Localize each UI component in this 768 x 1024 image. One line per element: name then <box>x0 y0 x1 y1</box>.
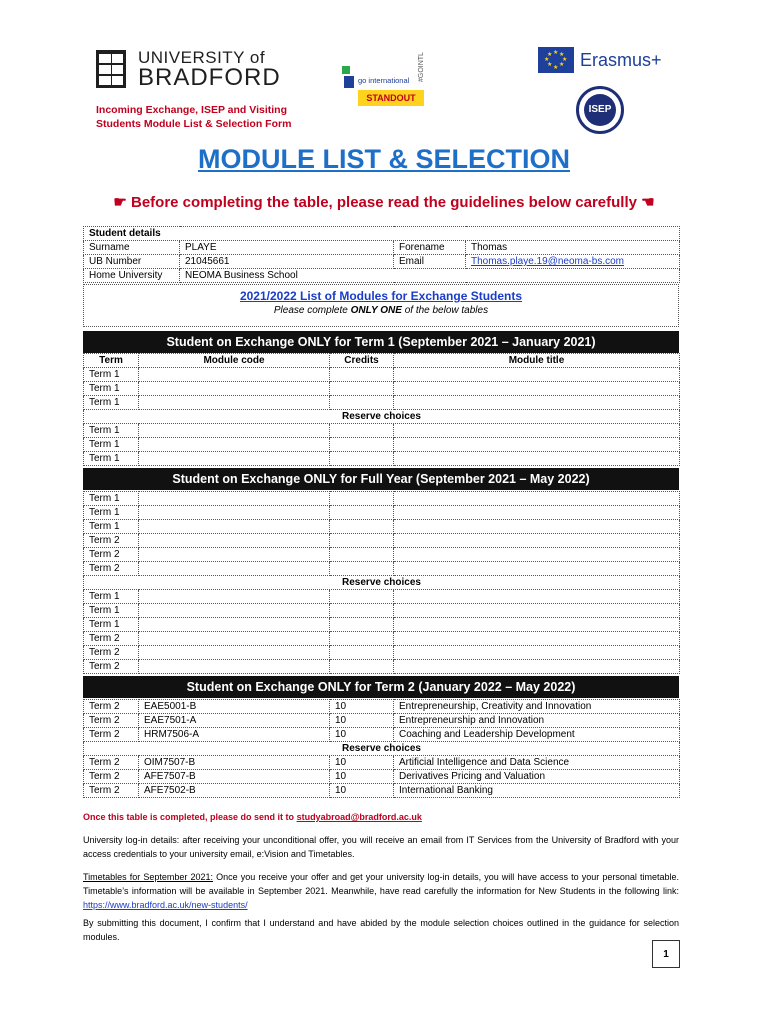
module-code-cell[interactable] <box>139 452 330 466</box>
term-cell: Term 2 <box>84 562 139 576</box>
credits-cell[interactable] <box>330 368 394 382</box>
table-row <box>84 506 680 520</box>
module-title-cell[interactable] <box>394 396 680 410</box>
table-row <box>84 424 680 438</box>
bradford-crest-icon <box>96 50 126 88</box>
instruction-pre: Please complete <box>273 305 351 316</box>
erasmus-plus-logo <box>538 47 670 75</box>
module-code-cell[interactable] <box>139 548 330 562</box>
term-cell: Term 1 <box>84 492 139 506</box>
timetables-text: Once you receive your offer and get your university log-in details, you will have access to your personal timetable. Timetable’s information will be available in September 2021. Meanwhile, have read carefully the information for New Students in the following link: <box>83 872 679 896</box>
term-cell: Term 2 <box>84 534 139 548</box>
instruction-emphasis: ONLY ONE <box>350 305 402 316</box>
credits-cell[interactable] <box>330 660 394 674</box>
credits-cell[interactable] <box>330 590 394 604</box>
timetables-paragraph <box>83 870 679 912</box>
ub-number-field[interactable]: 21045661 <box>180 255 394 269</box>
module-code-cell[interactable] <box>139 618 330 632</box>
table-row <box>84 548 680 562</box>
module-title-cell[interactable]: Entrepreneurship and Innovation <box>394 714 680 728</box>
confirmation-paragraph: By submitting this document, I confirm that I understand and have abided by the module selection choices outlined in the guidance for selection modules. <box>83 918 679 942</box>
credits-cell[interactable] <box>330 396 394 410</box>
table-row <box>84 770 680 784</box>
table-row <box>84 590 680 604</box>
table-row <box>84 756 680 770</box>
term-cell: Term 2 <box>84 756 139 770</box>
credits-cell[interactable] <box>330 382 394 396</box>
new-students-link[interactable]: https://www.bradford.ac.uk/new-students/ <box>83 900 248 910</box>
module-title-cell[interactable] <box>394 618 680 632</box>
page-number: 1 <box>652 940 680 968</box>
term-cell: Term 2 <box>84 632 139 646</box>
gointl-hashtag: #GOINTL <box>418 52 425 82</box>
module-title-cell[interactable] <box>394 452 680 466</box>
module-list-title[interactable]: 2021/2022 List of Modules for Exchange Students <box>239 289 523 303</box>
credits-cell[interactable] <box>330 492 394 506</box>
term-cell: Term 1 <box>84 368 139 382</box>
module-title-cell[interactable] <box>394 660 680 674</box>
module-title-cell[interactable] <box>394 368 680 382</box>
subtitle-line-2: Students Module List & Selection Form <box>96 118 292 130</box>
term-cell: Term 2 <box>84 700 139 714</box>
module-code-cell[interactable]: AFE7502-B <box>139 784 330 798</box>
email-label: Email <box>394 255 466 269</box>
module-title-cell[interactable] <box>394 438 680 452</box>
col-term-header: Term <box>84 354 139 368</box>
term-cell: Term 1 <box>84 438 139 452</box>
module-code-cell[interactable] <box>139 438 330 452</box>
module-title-cell[interactable] <box>394 646 680 660</box>
module-code-cell[interactable] <box>139 396 330 410</box>
module-code-cell[interactable] <box>139 382 330 396</box>
student-details-heading: Student details <box>84 227 680 241</box>
credits-cell[interactable] <box>330 520 394 534</box>
home-university-label: Home University <box>84 269 180 283</box>
term1-section-heading: Student on Exchange ONLY for Term 1 (September 2021 – January 2021) <box>83 331 679 353</box>
standout-text: STANDOUT <box>358 90 424 106</box>
module-title-cell[interactable]: Derivatives Pricing and Valuation <box>394 770 680 784</box>
email-field[interactable] <box>466 255 680 269</box>
module-code-cell[interactable] <box>139 646 330 660</box>
module-title-cell[interactable] <box>394 382 680 396</box>
table-row <box>84 784 680 798</box>
module-title-cell[interactable] <box>394 424 680 438</box>
subtitle-line-1: Incoming Exchange, ISEP and Visiting <box>96 104 287 116</box>
table-row <box>84 728 680 742</box>
module-title-cell[interactable]: Entrepreneurship, Creativity and Innovation <box>394 700 680 714</box>
module-title-cell[interactable] <box>394 562 680 576</box>
module-code-cell[interactable] <box>139 632 330 646</box>
module-title-cell[interactable]: Coaching and Leadership Development <box>394 728 680 742</box>
term1-table <box>83 353 680 466</box>
module-code-cell[interactable]: EAE7501-A <box>139 714 330 728</box>
instruction-banner: ☛ Before completing the table, please read the guidelines below carefully ☚ <box>113 194 655 211</box>
form-subtitle <box>96 103 306 131</box>
term-cell: Term 1 <box>84 590 139 604</box>
table-row <box>84 618 680 632</box>
module-code-cell[interactable] <box>139 506 330 520</box>
student-details-table <box>83 226 680 283</box>
isep-logo <box>576 86 624 134</box>
table-row <box>84 660 680 674</box>
term2-section-heading: Student on Exchange ONLY for Term 2 (January 2022 – May 2022) <box>83 676 679 698</box>
table-row <box>84 632 680 646</box>
module-list-instruction <box>83 305 679 316</box>
term-cell: Term 1 <box>84 618 139 632</box>
bradford-text: BRADFORD <box>138 64 281 91</box>
module-title-cell[interactable] <box>394 520 680 534</box>
module-title-cell[interactable]: Artificial Intelligence and Data Science <box>394 756 680 770</box>
forename-label: Forename <box>394 241 466 255</box>
module-title-cell[interactable] <box>394 506 680 520</box>
module-code-cell[interactable] <box>139 604 330 618</box>
credits-cell[interactable] <box>330 506 394 520</box>
instruction-post: of the below tables <box>401 305 489 316</box>
credits-cell[interactable] <box>330 562 394 576</box>
module-code-cell[interactable] <box>139 368 330 382</box>
credits-cell[interactable] <box>330 604 394 618</box>
credits-cell[interactable] <box>330 424 394 438</box>
term-cell: Term 2 <box>84 770 139 784</box>
term-cell: Term 2 <box>84 646 139 660</box>
table-row <box>84 646 680 660</box>
table-row <box>84 700 680 714</box>
col-module-title-header: Module title <box>394 354 680 368</box>
term-cell: Term 1 <box>84 604 139 618</box>
module-code-cell[interactable] <box>139 534 330 548</box>
eu-flag-icon: ★ ★ ★ ★ ★ ★ ★ ★ <box>538 47 574 73</box>
module-code-cell[interactable]: AFE7507-B <box>139 770 330 784</box>
term-cell: Term 1 <box>84 382 139 396</box>
term-cell: Term 2 <box>84 784 139 798</box>
module-code-cell[interactable] <box>139 520 330 534</box>
timetables-label: Timetables for September 2021: <box>83 872 214 882</box>
term2-table <box>83 699 680 798</box>
module-title-cell[interactable] <box>394 534 680 548</box>
table-row <box>84 714 680 728</box>
col-credits-header: Credits <box>330 354 394 368</box>
send-email-link[interactable]: studyabroad@bradford.ac.uk <box>296 812 422 822</box>
term-cell: Term 1 <box>84 520 139 534</box>
credits-cell[interactable]: 10 <box>330 784 394 798</box>
module-title-cell[interactable] <box>394 632 680 646</box>
term-cell: Term 1 <box>84 396 139 410</box>
table-row <box>84 604 680 618</box>
term-cell: Term 1 <box>84 506 139 520</box>
module-code-cell[interactable] <box>139 590 330 604</box>
module-code-cell[interactable] <box>139 562 330 576</box>
erasmus-text: Erasmus+ <box>580 50 662 70</box>
send-instruction <box>83 810 679 824</box>
module-title-cell[interactable] <box>394 548 680 562</box>
term-cell: Term 1 <box>84 452 139 466</box>
credits-cell[interactable]: 10 <box>330 756 394 770</box>
table-row <box>84 452 680 466</box>
credits-cell[interactable] <box>330 632 394 646</box>
forename-field[interactable]: Thomas <box>466 241 680 255</box>
term-cell: Term 2 <box>84 714 139 728</box>
table-row <box>84 520 680 534</box>
table-row <box>84 492 680 506</box>
university-of-bradford-logo <box>96 48 286 90</box>
credits-cell[interactable] <box>330 534 394 548</box>
university-of-text: UNIVERSITY of <box>138 48 266 67</box>
term-cell: Term 2 <box>84 548 139 562</box>
surname-label: Surname <box>84 241 180 255</box>
home-university-field[interactable]: NEOMA Business School <box>180 269 680 283</box>
term-cell: Term 2 <box>84 728 139 742</box>
reserve-choices-label: Reserve choices <box>84 576 680 590</box>
isep-text: ISEP <box>584 94 616 126</box>
credits-cell[interactable]: 10 <box>330 700 394 714</box>
credits-cell[interactable] <box>330 618 394 632</box>
module-title-cell[interactable] <box>394 590 680 604</box>
credits-cell[interactable] <box>330 452 394 466</box>
table-row <box>84 562 680 576</box>
table-row <box>84 534 680 548</box>
module-code-cell[interactable]: HRM7506-A <box>139 728 330 742</box>
reserve-choices-label: Reserve choices <box>84 410 680 424</box>
module-title-cell[interactable] <box>394 492 680 506</box>
module-title-cell[interactable] <box>394 604 680 618</box>
credits-cell[interactable] <box>330 646 394 660</box>
term-cell: Term 2 <box>84 660 139 674</box>
ub-number-label: UB Number <box>84 255 180 269</box>
table-row <box>84 368 680 382</box>
surname-field[interactable]: PLAYE <box>180 241 394 255</box>
page-title: MODULE LIST & SELECTION <box>197 144 570 174</box>
send-text: Once this table is completed, please do send it to <box>83 812 297 822</box>
table-row <box>84 396 680 410</box>
credits-cell[interactable]: 10 <box>330 728 394 742</box>
credits-cell[interactable] <box>330 438 394 452</box>
credits-cell[interactable]: 10 <box>330 770 394 784</box>
fullyear-section-heading: Student on Exchange ONLY for Full Year (September 2021 – May 2022) <box>83 468 679 490</box>
fullyear-table <box>83 491 680 674</box>
credits-cell[interactable] <box>330 548 394 562</box>
email-link[interactable]: Thomas.playe.19@neoma-bs.com <box>471 256 624 267</box>
go-international-text: go international <box>358 76 410 85</box>
term-cell: Term 1 <box>84 424 139 438</box>
table-row <box>84 438 680 452</box>
login-details-paragraph: University log-in details: after receiving your unconditional offer, you will receive an email from IT Services from the University of Bradford with your access credentials to your university email, e:Vision and Timetables. <box>83 835 679 859</box>
col-module-code-header: Module code <box>139 354 330 368</box>
module-code-cell[interactable] <box>139 424 330 438</box>
go-international-logo <box>342 52 442 114</box>
credits-cell[interactable]: 10 <box>330 714 394 728</box>
module-code-cell[interactable] <box>139 492 330 506</box>
table-row <box>84 382 680 396</box>
module-code-cell[interactable]: EAE5001-B <box>139 700 330 714</box>
module-code-cell[interactable] <box>139 660 330 674</box>
module-code-cell[interactable]: OIM7507-B <box>139 756 330 770</box>
module-title-cell[interactable]: International Banking <box>394 784 680 798</box>
reserve-choices-label: Reserve choices <box>84 742 680 756</box>
